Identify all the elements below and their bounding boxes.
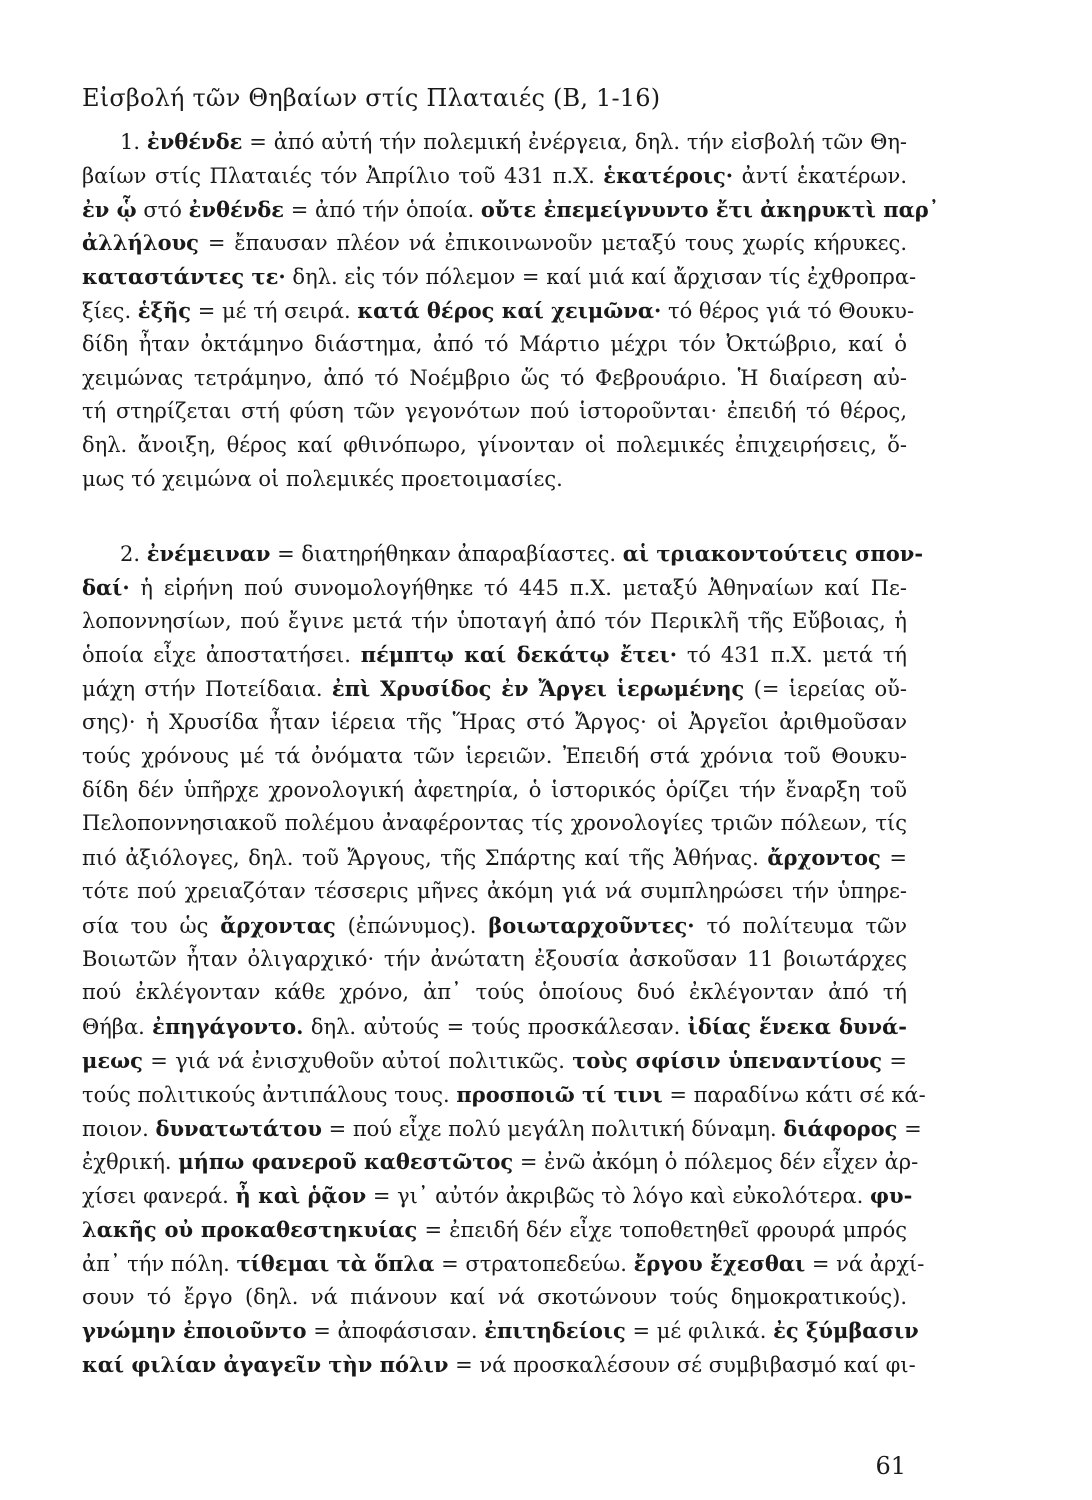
text-run: τούς χρόνους μέ τά ὀνόματα τῶν ἱερειῶν. Ἐπειδή στά χρόνια τοῦ Θουκυ- [82, 743, 907, 768]
text-run: = μέ τή σειρά. [191, 298, 358, 323]
bold-term: βοιωταρχοῦντες· [488, 912, 695, 938]
bold-term: ἑκατέροις· [603, 162, 734, 188]
text-run: τό θέρος γιά τό Θουκυ- [661, 298, 915, 323]
text-run: σία του ὡς [82, 913, 221, 938]
text-run: χίσει φανερά. [82, 1184, 236, 1209]
text-run: = ἔπαυσαν πλέον νά ἐπικοινωνοῦν μεταξύ τους χωρίς κήρυκες. [198, 231, 907, 256]
bold-term: καί φιλίαν ἀγαγεῖν τὴν πόλιν [82, 1352, 449, 1378]
text-run: ἀπ᾽ τήν πόλη. [82, 1251, 237, 1276]
text-run: (= ἱερείας οὔ- [744, 677, 907, 702]
bold-term: ἄρχοντος [767, 845, 881, 871]
text-run: τούς πολιτικούς ἀντιπάλους τους. [82, 1082, 457, 1107]
bold-term: καταστάντες τε· [82, 264, 286, 290]
text-run: Βοιωτῶν ἦταν ὀλιγαρχικό· τήν ἀνώτατη ἐξουσία ἀσκοῦσαν 11 βοιωτάρχες [82, 946, 907, 971]
text-line [82, 807, 907, 841]
text-run: χειμώνας τετράμηνο, ἀπό τό Νοέμβριο ὥς τό Φεβρουάριο. Ἡ διαίρεση αὐ- [82, 365, 907, 390]
text-line [82, 1247, 925, 1281]
bold-term: διάφορος [783, 1115, 898, 1141]
text-line [82, 429, 907, 463]
text-run: σουν τό ἔργο (δηλ. νά πιάνουν καί νά σκοτώνουν τούς δημοκρατικούς). [82, 1284, 907, 1309]
text-line [82, 159, 907, 193]
text-line [82, 672, 907, 706]
text-run: = παραδίνω κάτι σέ κά- [662, 1082, 926, 1107]
bold-term: ἄρχοντας [220, 912, 336, 938]
page-number: 61 [875, 1452, 906, 1480]
text-run: πιό ἀξιόλογες, δηλ. τοῦ Ἄργους, τῆς Σπάρτης καί τῆς Ἀθήνας. [82, 846, 768, 871]
text-line [82, 463, 907, 497]
bold-term: ἐπηγάγοντο. [152, 1014, 304, 1040]
text-run: ἀντί ἑκατέρων. [733, 163, 907, 188]
text-run: = ἀποφάσισαν. [306, 1319, 485, 1344]
text-line [82, 605, 907, 639]
text-run: = στρατοπεδεύω. [434, 1251, 634, 1276]
bold-term: αἱ τριακοντούτεις σπον- [622, 541, 924, 566]
text-run: μως τό χειμώνα οἱ πολεμικές προετοιμασίες. [82, 466, 563, 491]
bold-term: ἦ καὶ ῥᾷον [235, 1183, 367, 1209]
text-line [82, 909, 907, 943]
bold-term: ἐν ᾧ [82, 196, 137, 222]
bold-term: μεως [82, 1047, 143, 1073]
text-run: = ἐνῶ ἀκόμη ὁ πόλεμος δέν εἶχεν ἀρ- [513, 1150, 919, 1175]
text-run: δηλ. ἄνοιξη, θέρος καί φθινόπωρο, γίνονταν οἱ πολεμικές ἐπιχειρήσεις, ὅ- [82, 433, 907, 458]
bold-term: ἐπιτηδείοις [484, 1318, 626, 1344]
text-run: 2. [120, 542, 147, 566]
text-run: δηλ. εἰς τόν πόλεμον = καί μιά καί ἄρχισαν τίς ἐχθροπρα- [285, 265, 917, 290]
text-run: ἐχθρική. [82, 1150, 179, 1175]
bold-term: γνώμην ἐποιοῦντο [82, 1318, 307, 1344]
bold-term: ἐς ξύμβασιν [773, 1318, 919, 1344]
text-run: = νά προσκαλέσουν σέ συμβιβασμό καί φι- [448, 1353, 916, 1378]
bold-term: πέμπτῳ καί δεκάτῳ ἔτει· [360, 642, 678, 668]
text-line [82, 193, 940, 227]
text-run: Θήβα. [82, 1015, 153, 1040]
text-run: τό 431 π.Χ. μετά τή [677, 643, 907, 668]
bold-term: ἀλλήλους [82, 230, 199, 256]
bold-term: δαί· [82, 574, 130, 600]
text-run: = πού εἶχε πολύ μεγάλη πολιτική δύναμη. [321, 1116, 784, 1141]
bold-term: ἔργου ἔχεσθαι [633, 1250, 806, 1276]
text-line [82, 260, 917, 294]
text-line [82, 125, 907, 159]
paragraph-2 [82, 537, 926, 1382]
bold-term: δυνατωτάτου [155, 1115, 322, 1141]
text-line [82, 1044, 907, 1078]
text-line [82, 638, 907, 672]
text-line [82, 1281, 907, 1315]
text-line [82, 706, 907, 740]
bold-term: λακῆς οὐ προκαθεστηκυίας [82, 1216, 418, 1242]
text-run: ποιον. [82, 1116, 156, 1141]
text-run: πού ἐκλέγονταν κάθε χρόνο, ἀπ᾽ τούς ὁποίους δυό ἐκλέγονταν ἀπό τή [82, 980, 907, 1005]
text-run: στό [136, 197, 189, 222]
bold-term: ἐνέμειναν [146, 541, 271, 566]
text-run: λοποννησίων, πού ἔγινε μετά τήν ὑποταγή ἀπό τόν Περικλῆ τῆς Εὔβοιας, ἡ [82, 608, 907, 633]
bold-term: προσποιῶ τί τινι [456, 1081, 663, 1107]
text-line [82, 1010, 907, 1044]
text-run: ἡ εἰρήνη πού συνομολογήθηκε τό 445 π.Χ. μεταξύ Ἀθηναίων καί Πε- [129, 575, 907, 600]
text-run: = [882, 1048, 907, 1073]
text-run: 1. [120, 130, 147, 154]
bold-term: κατά θέρος καί χειμῶνα· [357, 297, 662, 323]
text-line [82, 395, 907, 429]
text-run: τότε πού χρειαζόταν τέσσερις μῆνες ἀκόμη γιά νά συμπληρώσει τήν ὑπηρε- [82, 878, 907, 903]
text-line [82, 976, 907, 1010]
text-line [82, 537, 924, 571]
text-line [82, 1314, 919, 1348]
text-run: = γι᾽ αὐτόν ἀκριβῶς τὸ λόγο καὶ εὐκολότερα. [366, 1184, 871, 1209]
text-run: μάχη στήν Ποτείδαια. [82, 677, 332, 702]
text-run: τή στηρίζεται στή φύση τῶν γεγονότων πού ἱστοροῦνται· ἐπειδή τό θέρος, [82, 399, 907, 424]
text-line [82, 774, 907, 808]
bold-term: φυ- [870, 1183, 913, 1209]
text-line [82, 740, 907, 774]
text-run: βαίων στίς Πλαταιές τόν Ἀπρίλιο τοῦ 431 π.Χ. [82, 163, 604, 188]
text-line [82, 362, 907, 396]
text-line [82, 841, 907, 875]
text-run: = [880, 846, 907, 871]
text-line [82, 226, 907, 260]
text-run: Πελοποννησιακοῦ πολέμου ἀναφέροντας τίς χρονολογίες τριῶν πόλεων, τίς [82, 811, 907, 836]
text-line [82, 1112, 922, 1146]
bold-term: ἑξῆς [137, 297, 192, 323]
text-run: = νά ἀρχί- [805, 1251, 925, 1276]
text-run: = γιά νά ἐνισχυθοῦν αὐτοί πολιτικῶς. [142, 1048, 573, 1073]
text-line [82, 1213, 907, 1247]
paragraph-1 [82, 125, 940, 497]
text-line [82, 571, 907, 605]
bold-term: οὔτε ἐπεμείγνυντο ἔτι ἀκηρυκτὶ παρ᾽ [480, 196, 940, 222]
text-line [82, 1145, 919, 1179]
text-run: δηλ. αὐτούς = τούς προσκάλεσαν. [303, 1015, 688, 1040]
bold-term: τοὺς σφίσιν ὑπεναντίους [572, 1047, 883, 1073]
bold-term: ἐνθένδε [146, 129, 243, 154]
text-run: = ἀπό τήν ὁποία. [284, 197, 481, 222]
text-run: σης)· ἡ Χρυσίδα ἦταν ἱέρεια τῆς Ἥρας στό Ἄργος· οἱ Ἀργεῖοι ἀριθμοῦσαν [82, 709, 907, 734]
bold-term: ἐνθένδε [188, 196, 285, 222]
bold-term: ἰδίας ἕνεκα δυνά- [687, 1014, 907, 1040]
text-line [82, 943, 907, 977]
text-line [82, 1078, 926, 1112]
text-run: = ἀπό αὐτή τήν πολεμική ἐνέργεια, δηλ. τήν εἰσβολή τῶν Θη- [242, 130, 908, 154]
text-line [82, 294, 915, 328]
bold-term: ἐπὶ Χρυσίδος ἐν Ἄργει ἱερωμένης [331, 676, 745, 702]
text-run: = μέ φιλικά. [625, 1319, 774, 1344]
text-run: = ἐπειδή δέν εἶχε τοποθετηθεῖ φρουρά μπρός [417, 1217, 908, 1242]
text-line [82, 875, 907, 909]
text-line [82, 1179, 913, 1213]
text-line [82, 1348, 916, 1382]
section-heading: Εἰσβολή τῶν Θηβαίων στίς Πλαταιές (Β, 1-16) [82, 84, 661, 112]
text-line [82, 328, 907, 362]
text-run: ξίες. [82, 298, 138, 323]
text-run: τό πολίτευμα τῶν [694, 913, 907, 938]
text-run: δίδη ἦταν ὀκτάμηνο διάστημα, ἀπό τό Μάρτιο μέχρι τόν Ὀκτώβριο, καί ὁ [82, 331, 907, 356]
text-run: = διατηρήθηκαν ἀπαραβίαστες. [270, 542, 623, 566]
text-run: δίδη δέν ὑπῆρχε χρονολογική ἀφετηρία, ὁ ἱστορικός ὁρίζει τήν ἔναρξη τοῦ [82, 777, 907, 802]
bold-term: μήπω φανεροῦ καθεστῶτος [178, 1149, 514, 1175]
bold-term: τίθεμαι τὰ ὅπλα [236, 1250, 435, 1276]
text-run: = [897, 1116, 922, 1141]
text-run: ὁποία εἶχε ἀποστατήσει. [82, 643, 361, 668]
text-run: (ἐπώνυμος). [335, 913, 489, 938]
